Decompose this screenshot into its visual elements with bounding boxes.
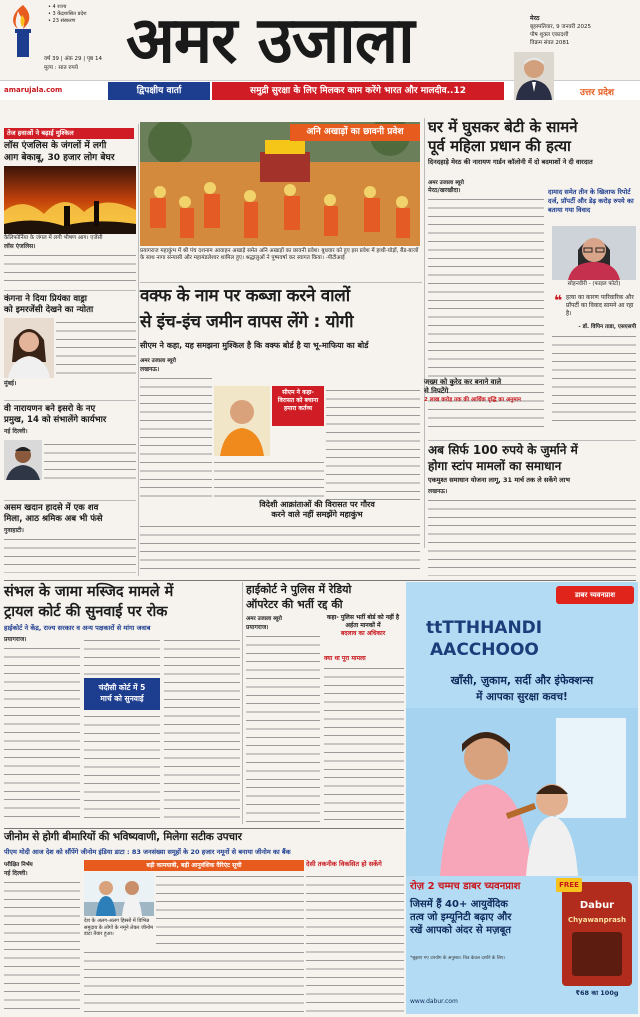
quote-icon: ❝ — [554, 293, 563, 309]
akhara-banner[interactable]: अनि अखाड़ों का छावनी प्रवेश — [290, 124, 420, 141]
stamp-sub: एकमुश्त समाधान योजना लागू, 31 मार्च तक ले सकेंगे लाभ — [428, 476, 570, 484]
waqf-dateline: लखनऊ। — [140, 366, 160, 373]
price: मूल्य : सात रुपये — [44, 65, 78, 71]
torch-logo — [6, 3, 40, 59]
dabur-ad[interactable] — [406, 582, 638, 1014]
ad-headline: AACCHOOO — [430, 640, 539, 660]
radio-sub: कहा- पुलिस भर्ती बोर्ड को नहीं है अर्हता मानकों में — [326, 614, 400, 629]
la-fire-dateline: लॉस एंजलिस। — [4, 243, 36, 250]
masthead-portrait — [514, 52, 554, 100]
side-box — [424, 378, 636, 432]
date: बृहस्पतिवार, 9 जनवरी 2025 — [530, 24, 591, 30]
kangana-headline[interactable]: कंगना ने दिया प्रियंका वाड्रा — [4, 294, 88, 304]
newspaper-title: अमर उजाला — [126, 3, 414, 78]
genome-photo — [84, 872, 154, 916]
assam-headline[interactable]: असम खदान हादसे में एक शव — [4, 503, 99, 513]
isro-headline[interactable]: प्रमुख, 14 को संभालेंगे कार्यभार — [4, 415, 107, 425]
ad-pack-brand: Dabur — [579, 900, 615, 911]
murder-byline: अमर उजाला ब्यूरो — [428, 180, 464, 186]
fire-caption: कैलिफोर्निया के जंगल में लगी भीषण आग। एजेंसी — [4, 235, 103, 241]
radio-sub: बदलाव का अधिकार — [340, 630, 386, 637]
sambhal-headline[interactable]: संभल के जामा मस्जिद मामले में — [4, 584, 174, 600]
fire-photo — [4, 166, 136, 234]
la-fire-headline[interactable]: लॉस एंजलिस के जंगलों में लगी — [4, 141, 107, 151]
ad-family-illustration — [406, 708, 638, 876]
heritage-headline[interactable]: करने वाले नहीं समझेंगे महाकुंभ — [271, 510, 363, 519]
isro-photo — [4, 440, 42, 480]
sambhal-headline[interactable]: ट्रायल कोर्ट की सुनवाई पर रोक — [4, 604, 168, 620]
radio-headline[interactable]: हाईकोर्ट ने पुलिस में रेडियो — [246, 583, 352, 596]
isro-headline[interactable]: वी नारायणन बने इसरो के नए — [4, 404, 96, 414]
murder-sub: दिनदहाड़े मेरठ की नारायण गार्डन कॉलोनी में दो बदमाशों ने दी वारदात — [428, 158, 593, 166]
edition-line: • 23 संस्करण — [48, 18, 76, 24]
ad-free-badge: FREE — [556, 878, 582, 892]
akhara-caption: प्रयागराज महाकुंभ में श्री पंच दशनाम आवाहन अखाड़े समेत अनि अखाड़ों का छावनी प्रवेश। बुधवार को हुए इस प्रवेश में हाथी-घोड़ों, बैंड-बाजों के साथ नागा संन्यासी और महामंडलेश्वर शामिल हुए। श्रद्धालुओं ने पुष्पवर्षा कर स्वागत किया। -पीटीआई — [140, 248, 419, 261]
sambhal-inset-text: मार्च को सुनवाई — [100, 694, 144, 703]
sambhal-dateline: प्रयागराज। — [4, 636, 27, 643]
stamp-dateline: लखनऊ। — [428, 488, 448, 495]
genome-headline[interactable]: जीनोम से होगी बीमारियों की भविष्यवाणी, मिलेगा सटीक उपचार — [4, 831, 242, 843]
kangana-dateline: मुंबई। — [4, 380, 17, 387]
state-label: उत्तर प्रदेश — [580, 88, 614, 98]
kangana-photo — [4, 318, 54, 378]
ad-brand-logo: डाबर च्यवनप्राश — [556, 586, 634, 604]
ad-price: ₹68 का 100g — [575, 989, 619, 997]
assam-dateline: गुवाहाटी। — [4, 527, 24, 534]
quote-author: - डॉ. विपिन ताडा, एसएसपी — [578, 324, 636, 330]
ad-pack-name: Chyawanprash — [568, 916, 626, 924]
city: मेरठ — [530, 15, 540, 22]
side-box-headline[interactable]: जख्म को कुरेद कर बनाने वाले — [424, 378, 502, 386]
ad-tagline: में आपका सुरक्षा कवच! — [476, 691, 568, 703]
waqf-byline: अमर उजाला ब्यूरो — [140, 358, 176, 364]
hindi-date: पौष शुक्ल एकादशी — [530, 32, 569, 38]
site-link[interactable]: amarujala.com — [4, 86, 63, 94]
ad-disclaimer: *सुझाए गए उपयोग के अनुसार। चित्र केवल दर्शाने के लिए। — [410, 956, 506, 961]
edition-line: • 3 केंद्रशासित प्रदेश — [48, 11, 87, 17]
quote-text: हत्या का कारण पारिवारिक और प्रॉपर्टी का विवाद सामने आ रहा है। — [566, 294, 634, 317]
waqf-sub: सीएम ने कहा, यह समझना मुश्किल है कि वक्फ बोर्ड है या भू-माफिया का बोर्ड — [140, 341, 369, 350]
genome-byline: परीक्षित निर्भय — [4, 862, 33, 868]
stamp-headline[interactable]: अब सिर्फ 100 रुपये के जुर्माने में — [428, 443, 578, 457]
ad-cta: रोज़ 2 चम्मच डाबर च्यवनप्राश — [410, 881, 521, 892]
murder-headline[interactable]: घर में घुसकर बेटी के सामने — [428, 118, 578, 136]
genome-caption: देश के अलग-अलग हिस्सों में विभिन्न समुदाय के लोगों के नमूने लेकर जीनोम डाटा तैयार हुआ। — [84, 918, 154, 937]
genome-sidebar-title: बड़ी कामयाबी, बढ़ी आनुवंशिक वैरिएंट सूची — [84, 860, 304, 871]
genome-sidebar-2: देसी तकनीक विकसित हो सकेंगे — [306, 860, 382, 868]
isro-dateline: नई दिल्ली। — [4, 428, 28, 435]
ad-product-pack — [559, 881, 632, 986]
stamp-headline[interactable]: होगा स्टांप मामलों का समाधान — [428, 459, 562, 473]
side-box-label: 2 लाख करोड़ तक की आर्थिक वृद्धि का अनुमान — [424, 397, 521, 403]
radio-dateline: प्रयागराज। — [246, 624, 269, 631]
la-fire-headline[interactable]: आग बेकाबू, 30 हजार लोग बेघर — [4, 153, 115, 163]
waqf-headline[interactable]: वक्फ के नाम पर कब्जा करने वालों — [140, 286, 350, 306]
waqf-headline[interactable]: से इंच-इंच जमीन वापस लेंगे : योगी — [140, 312, 354, 332]
victim-caption: सोहनवीरी - (फाइल फोटो) — [567, 281, 621, 287]
ad-cta: तत्व जो इम्यूनिटी बढ़ाए और — [410, 912, 512, 923]
radio-box-label: क्या था पूरा मामला — [324, 655, 366, 662]
murder-headline[interactable]: पूर्व महिला प्रधान की हत्या — [428, 137, 571, 155]
edition-line: • 4 राज्य — [48, 4, 67, 10]
genome-sub: पीएम मोदी आज देश को सौंपेंगे जीनोम इंडिया डाटा : 83 जनसंख्या समूहों के 20 हजार नमूनों से बनाया जीनोम का बैंक — [4, 848, 291, 856]
kangana-headline[interactable]: को इमरजेंसी देखने का न्योता — [4, 305, 94, 315]
issue-info: वर्ष 39 | अंक 29 | पृष्ठ 14 — [44, 56, 102, 62]
ad-tagline: खाँसी, ज़ुकाम, सर्दी और इंफेक्शन्स — [450, 674, 594, 687]
radio-byline: अमर उजाला ब्यूरो — [246, 616, 282, 622]
sambhal-inset-text: चंदौसी कोर्ट में 5 — [98, 683, 146, 692]
ad-site: www.dabur.com — [410, 998, 458, 1005]
la-fire-tag: तेज हवाओं ने बढ़ाई मुश्किल — [4, 128, 134, 139]
genome-dateline: नई दिल्ली। — [4, 870, 28, 877]
section-label: द्विपक्षीय वार्ता — [108, 82, 210, 100]
victim-photo — [552, 226, 636, 280]
heritage-headline[interactable]: विदेशी आक्रांताओं की विरासत पर गौरव — [259, 500, 375, 509]
sambhal-sub: हाईकोर्ट ने केंद्र, राज्य सरकार व अन्य पक्षकारों से मांगा जवाब — [4, 624, 151, 632]
murder-dateline: मेरठ/खरखौदा। — [428, 187, 461, 194]
side-box-headline[interactable]: से निपटेंगे — [424, 387, 449, 395]
sambhal-inset — [84, 678, 160, 710]
assam-headline[interactable]: मिला, आठ श्रमिक अब भी फंसे — [4, 514, 103, 524]
ad-headline: ttTTHHANDI — [426, 618, 543, 638]
yogi-photo — [214, 386, 270, 456]
ad-cta: रखें आपको अंदर से मज़बूत — [410, 925, 511, 936]
samvat: विक्रम संवत 2081 — [530, 40, 570, 46]
strip-headline[interactable]: समुद्री सुरक्षा के लिए मिलकर काम करेंगे भारत और मालदीव..12 — [212, 82, 504, 100]
radio-headline[interactable]: ऑपरेटर की भर्ती रद्द की — [246, 598, 343, 611]
ad-cta: जिसमें हैं 40+ आयुर्वेदिक — [410, 899, 508, 910]
murder-sub-2: दामाद समेत तीन के खिलाफ रिपोर्ट दर्ज, प्रॉपर्टी और डेढ़ करोड़ रुपये का बताया गया विवाद — [548, 188, 634, 214]
waqf-pull: सीएम ने कहा- विरासत को बचाना हमारा कर्तव्य — [272, 386, 324, 426]
